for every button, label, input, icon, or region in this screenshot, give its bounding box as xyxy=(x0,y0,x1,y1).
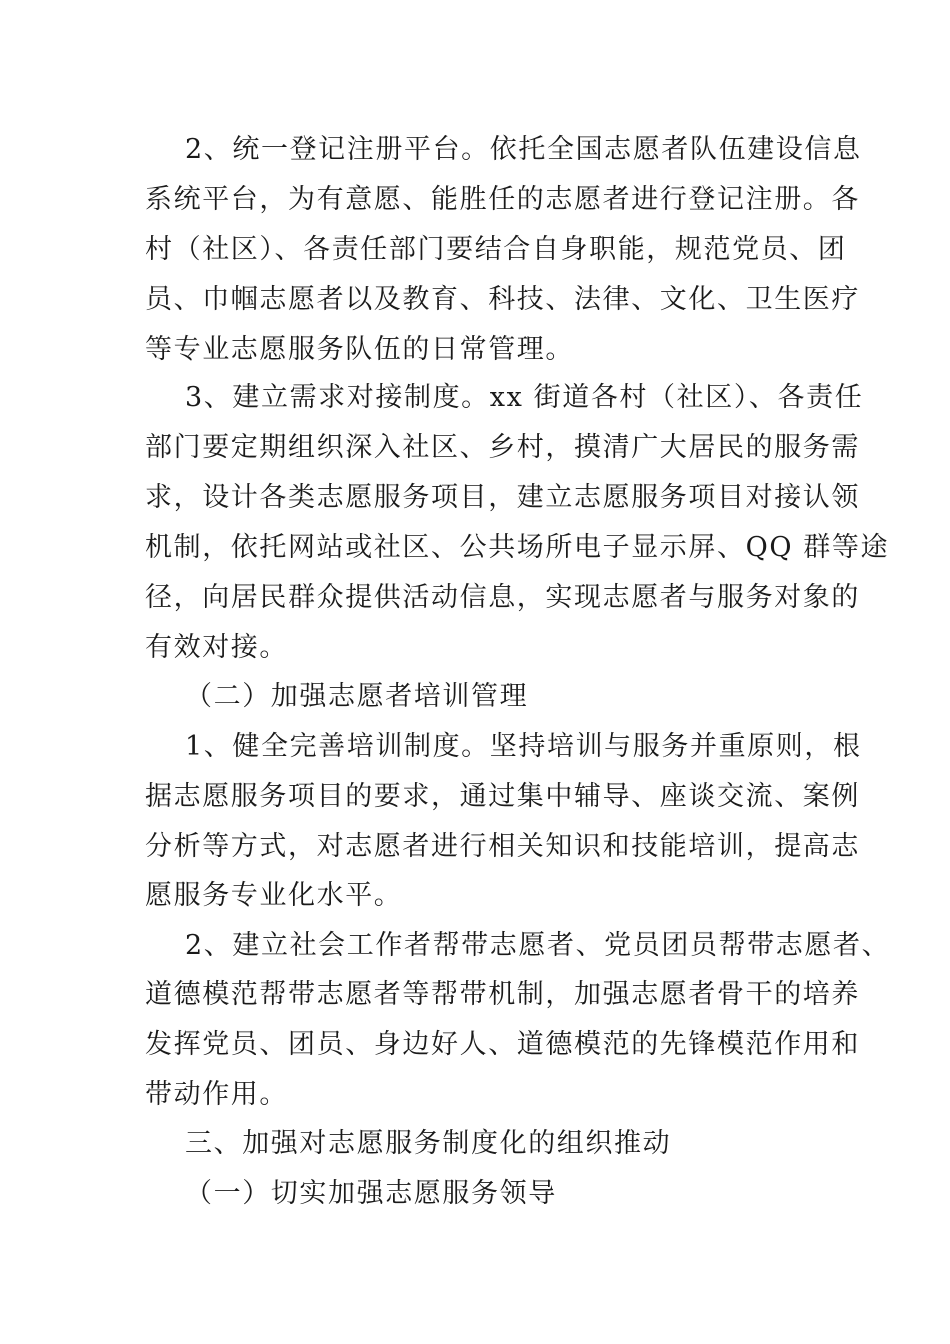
section-heading: （二）加强志愿者培训管理 xyxy=(185,681,529,712)
paragraph-line: 2、建立社会工作者帮带志愿者、党员团员帮带志愿者、 xyxy=(185,930,891,961)
paragraph-line: 道德模范帮带志愿者等帮带机制，加强志愿者骨干的培养 xyxy=(145,979,860,1010)
paragraph-line: 发挥党员、团员、身边好人、道德模范的先锋模范作用和 xyxy=(145,1029,860,1060)
paragraph-line: 带动作用。 xyxy=(145,1079,288,1110)
paragraph-line: 有效对接。 xyxy=(145,632,288,663)
paragraph-line: 村（社区）、各责任部门要结合自身职能，规范党员、团 xyxy=(145,234,847,265)
paragraph-line: 径，向居民群众提供活动信息，实现志愿者与服务对象的 xyxy=(145,582,860,613)
paragraph-line: 2、统一登记注册平台。依托全国志愿者队伍建设信息 xyxy=(185,134,862,165)
paragraph-line: 部门要定期组织深入社区、乡村，摸清广大居民的服务需 xyxy=(145,432,860,463)
section-heading: 三、加强对志愿服务制度化的组织推动 xyxy=(185,1128,672,1159)
paragraph-line: 愿服务专业化水平。 xyxy=(145,880,403,911)
section-heading: （一）切实加强志愿服务领导 xyxy=(185,1178,557,1209)
paragraph-line: 3、建立需求对接制度。xx 街道各村（社区）、各责任 xyxy=(185,382,864,413)
paragraph-line: 员、巾帼志愿者以及教育、科技、法律、文化、卫生医疗 xyxy=(145,284,860,315)
paragraph-line: 求，设计各类志愿服务项目，建立志愿服务项目对接认领 xyxy=(145,482,860,513)
paragraph-line: 据志愿服务项目的要求，通过集中辅导、座谈交流、案例 xyxy=(145,781,860,812)
paragraph-line: 等专业志愿服务队伍的日常管理。 xyxy=(145,334,574,365)
paragraph-line: 1、健全完善培训制度。坚持培训与服务并重原则，根 xyxy=(185,731,862,762)
paragraph-line: 分析等方式，对志愿者进行相关知识和技能培训，提高志 xyxy=(145,831,860,862)
paragraph-line: 系统平台，为有意愿、能胜任的志愿者进行登记注册。各 xyxy=(145,184,860,215)
paragraph-line: 机制，依托网站或社区、公共场所电子显示屏、QQ 群等途 xyxy=(145,532,890,563)
